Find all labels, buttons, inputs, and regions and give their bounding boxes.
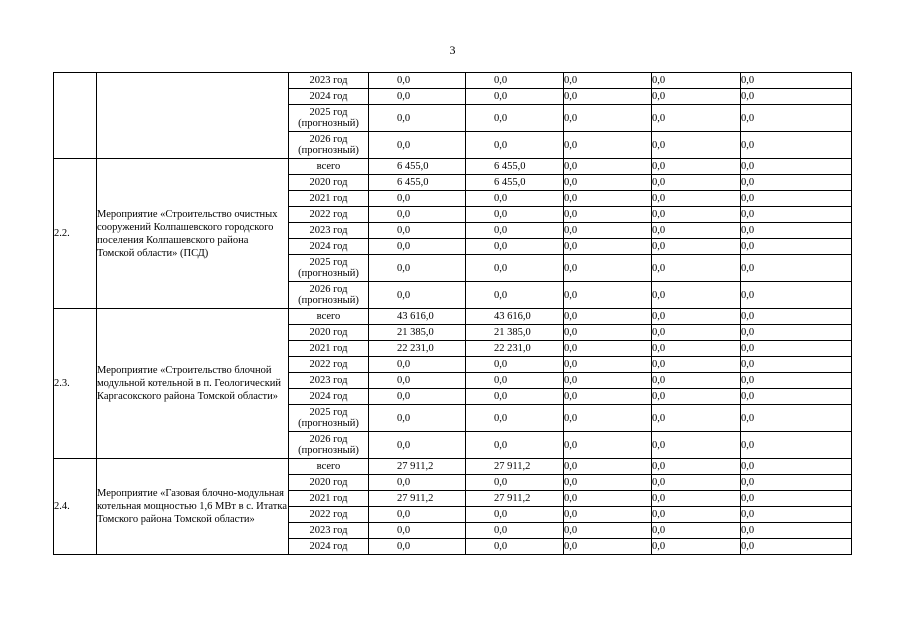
- year-cell: 2023 год: [289, 73, 369, 89]
- value-cell: 0,0: [564, 507, 652, 523]
- value-cell: 0,0: [369, 89, 466, 105]
- value-cell: 0,0: [466, 132, 564, 159]
- value-cell: 0,0: [652, 341, 741, 357]
- value-cell: 0,0: [466, 105, 564, 132]
- value-cell: 0,0: [466, 539, 564, 555]
- value-cell: 0,0: [466, 282, 564, 309]
- value-cell: 0,0: [369, 475, 466, 491]
- value-cell: 0,0: [564, 405, 652, 432]
- value-cell: 0,0: [369, 255, 466, 282]
- year-cell: 2024 год: [289, 389, 369, 405]
- value-cell: 6 455,0: [369, 175, 466, 191]
- year-cell: 2021 год: [289, 491, 369, 507]
- value-cell: 0,0: [466, 357, 564, 373]
- value-cell: 27 911,2: [466, 459, 564, 475]
- value-cell: 0,0: [741, 459, 852, 475]
- item-number: 2.2.: [54, 159, 97, 309]
- value-cell: 6 455,0: [466, 159, 564, 175]
- value-cell: 0,0: [652, 491, 741, 507]
- value-cell: 0,0: [741, 282, 852, 309]
- value-cell: 0,0: [741, 325, 852, 341]
- year-cell: 2026 год (прогнозный): [289, 282, 369, 309]
- value-cell: 0,0: [741, 309, 852, 325]
- value-cell: 0,0: [466, 405, 564, 432]
- value-cell: 0,0: [564, 475, 652, 491]
- year-cell: всего: [289, 309, 369, 325]
- value-cell: 0,0: [652, 507, 741, 523]
- value-cell: 0,0: [369, 432, 466, 459]
- value-cell: 0,0: [369, 357, 466, 373]
- item-number: 2.3.: [54, 309, 97, 459]
- value-cell: 0,0: [741, 207, 852, 223]
- value-cell: 27 911,2: [369, 459, 466, 475]
- table-body: [54, 73, 852, 555]
- value-cell: 0,0: [741, 159, 852, 175]
- table-row: [54, 159, 852, 175]
- value-cell: 0,0: [369, 405, 466, 432]
- value-cell: 0,0: [564, 159, 652, 175]
- value-cell: 0,0: [369, 282, 466, 309]
- value-cell: 0,0: [652, 132, 741, 159]
- value-cell: 0,0: [652, 389, 741, 405]
- value-cell: 0,0: [741, 539, 852, 555]
- value-cell: 0,0: [741, 223, 852, 239]
- value-cell: 0,0: [466, 73, 564, 89]
- value-cell: 0,0: [564, 207, 652, 223]
- table-row: [54, 309, 852, 325]
- value-cell: 0,0: [741, 432, 852, 459]
- value-cell: 0,0: [741, 373, 852, 389]
- value-cell: 0,0: [369, 132, 466, 159]
- value-cell: 0,0: [741, 357, 852, 373]
- value-cell: 0,0: [652, 223, 741, 239]
- year-cell: 2022 год: [289, 507, 369, 523]
- year-cell: 2022 год: [289, 357, 369, 373]
- value-cell: 0,0: [564, 325, 652, 341]
- value-cell: 0,0: [741, 523, 852, 539]
- value-cell: 0,0: [466, 89, 564, 105]
- value-cell: 0,0: [741, 89, 852, 105]
- value-cell: 0,0: [652, 539, 741, 555]
- value-cell: 0,0: [466, 239, 564, 255]
- value-cell: 0,0: [466, 223, 564, 239]
- value-cell: 0,0: [466, 475, 564, 491]
- value-cell: 0,0: [741, 175, 852, 191]
- item-name: Мероприятие «Строительство блочной модульной котельной в п. Геологический Каргасокского района Томской области»: [97, 309, 289, 459]
- value-cell: 0,0: [564, 491, 652, 507]
- year-cell: 2024 год: [289, 539, 369, 555]
- value-cell: 0,0: [564, 223, 652, 239]
- value-cell: 0,0: [369, 373, 466, 389]
- value-cell: 0,0: [652, 459, 741, 475]
- value-cell: 0,0: [652, 73, 741, 89]
- value-cell: 0,0: [741, 341, 852, 357]
- value-cell: 27 911,2: [466, 491, 564, 507]
- value-cell: 0,0: [652, 373, 741, 389]
- value-cell: 0,0: [652, 432, 741, 459]
- value-cell: 43 616,0: [369, 309, 466, 325]
- value-cell: 0,0: [652, 255, 741, 282]
- value-cell: 0,0: [564, 523, 652, 539]
- item-name: Мероприятие «Строительство очистных сооружений Колпашевского городского поселения Колпашевского района Томской области» (ПСД): [97, 159, 289, 309]
- value-cell: 0,0: [741, 475, 852, 491]
- value-cell: 0,0: [564, 341, 652, 357]
- item-number: 2.4.: [54, 459, 97, 555]
- value-cell: 0,0: [466, 255, 564, 282]
- year-cell: 2026 год (прогнозный): [289, 132, 369, 159]
- year-cell: 2024 год: [289, 239, 369, 255]
- value-cell: 22 231,0: [466, 341, 564, 357]
- value-cell: 0,0: [564, 105, 652, 132]
- item-number: [54, 73, 97, 159]
- value-cell: 0,0: [652, 282, 741, 309]
- value-cell: 0,0: [741, 507, 852, 523]
- value-cell: 0,0: [741, 132, 852, 159]
- value-cell: 0,0: [564, 309, 652, 325]
- value-cell: 0,0: [564, 373, 652, 389]
- value-cell: 0,0: [369, 73, 466, 89]
- value-cell: 0,0: [564, 282, 652, 309]
- value-cell: 0,0: [564, 132, 652, 159]
- year-cell: всего: [289, 459, 369, 475]
- value-cell: 0,0: [466, 207, 564, 223]
- value-cell: 0,0: [652, 405, 741, 432]
- table-row: [54, 459, 852, 475]
- year-cell: 2021 год: [289, 191, 369, 207]
- year-cell: 2023 год: [289, 523, 369, 539]
- value-cell: 0,0: [564, 459, 652, 475]
- value-cell: 0,0: [466, 373, 564, 389]
- value-cell: 0,0: [652, 105, 741, 132]
- value-cell: 0,0: [741, 405, 852, 432]
- year-cell: 2020 год: [289, 325, 369, 341]
- year-cell: 2020 год: [289, 175, 369, 191]
- value-cell: 0,0: [652, 207, 741, 223]
- value-cell: 0,0: [369, 191, 466, 207]
- year-cell: 2024 год: [289, 89, 369, 105]
- year-cell: 2020 год: [289, 475, 369, 491]
- value-cell: 0,0: [369, 223, 466, 239]
- year-cell: всего: [289, 159, 369, 175]
- value-cell: 0,0: [741, 491, 852, 507]
- value-cell: 0,0: [652, 239, 741, 255]
- value-cell: 0,0: [564, 389, 652, 405]
- value-cell: 0,0: [564, 255, 652, 282]
- year-cell: 2021 год: [289, 341, 369, 357]
- value-cell: 0,0: [652, 89, 741, 105]
- year-cell: 2022 год: [289, 207, 369, 223]
- value-cell: 0,0: [741, 191, 852, 207]
- value-cell: 0,0: [741, 105, 852, 132]
- value-cell: 0,0: [564, 73, 652, 89]
- year-cell: 2023 год: [289, 223, 369, 239]
- value-cell: 0,0: [369, 507, 466, 523]
- year-cell: 2025 год (прогнозный): [289, 405, 369, 432]
- value-cell: 0,0: [652, 309, 741, 325]
- value-cell: 0,0: [564, 432, 652, 459]
- year-cell: 2023 год: [289, 373, 369, 389]
- item-name: [97, 73, 289, 159]
- year-cell: 2025 год (прогнозный): [289, 105, 369, 132]
- value-cell: 0,0: [741, 73, 852, 89]
- value-cell: 0,0: [652, 191, 741, 207]
- value-cell: 0,0: [741, 255, 852, 282]
- value-cell: 27 911,2: [369, 491, 466, 507]
- budget-table: [53, 72, 852, 555]
- value-cell: 0,0: [369, 105, 466, 132]
- value-cell: 0,0: [564, 357, 652, 373]
- table-row: [54, 73, 852, 89]
- value-cell: 0,0: [466, 432, 564, 459]
- year-cell: 2026 год (прогнозный): [289, 432, 369, 459]
- value-cell: 0,0: [564, 175, 652, 191]
- value-cell: 0,0: [466, 523, 564, 539]
- value-cell: 0,0: [652, 357, 741, 373]
- value-cell: 0,0: [652, 475, 741, 491]
- value-cell: 0,0: [466, 507, 564, 523]
- value-cell: 0,0: [741, 239, 852, 255]
- page-number: 3: [449, 43, 456, 57]
- value-cell: 6 455,0: [369, 159, 466, 175]
- item-name: Мероприятие «Газовая блочно-модульная котельная мощностью 1,6 МВт в с. Итатка Томского района Томской области»: [97, 459, 289, 555]
- value-cell: 22 231,0: [369, 341, 466, 357]
- value-cell: 21 385,0: [369, 325, 466, 341]
- value-cell: 0,0: [369, 389, 466, 405]
- value-cell: 0,0: [466, 389, 564, 405]
- value-cell: 0,0: [466, 191, 564, 207]
- value-cell: 0,0: [369, 523, 466, 539]
- value-cell: 0,0: [741, 389, 852, 405]
- value-cell: 0,0: [652, 175, 741, 191]
- value-cell: 6 455,0: [466, 175, 564, 191]
- value-cell: 0,0: [564, 539, 652, 555]
- value-cell: 0,0: [652, 523, 741, 539]
- value-cell: 0,0: [564, 89, 652, 105]
- value-cell: 0,0: [564, 191, 652, 207]
- value-cell: 0,0: [369, 239, 466, 255]
- value-cell: 0,0: [564, 239, 652, 255]
- value-cell: 0,0: [652, 159, 741, 175]
- value-cell: 0,0: [369, 539, 466, 555]
- value-cell: 21 385,0: [466, 325, 564, 341]
- value-cell: 0,0: [652, 325, 741, 341]
- value-cell: 43 616,0: [466, 309, 564, 325]
- value-cell: 0,0: [369, 207, 466, 223]
- year-cell: 2025 год (прогнозный): [289, 255, 369, 282]
